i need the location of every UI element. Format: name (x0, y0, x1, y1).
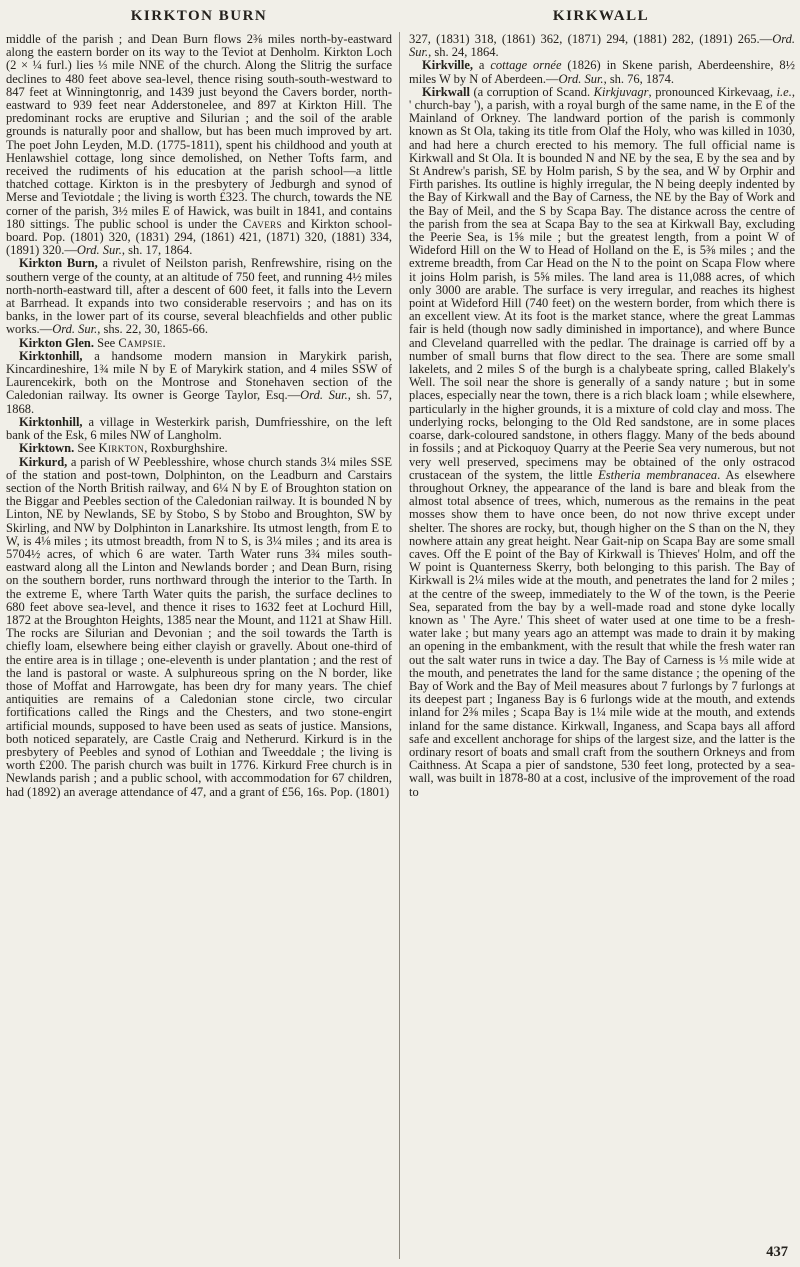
entry-paragraph (6, 257, 392, 336)
entry-paragraph (6, 416, 392, 442)
text-segment: Kirkton (98, 441, 145, 456)
text-segment: Estheria membranacea (598, 467, 718, 482)
text-segment: Kirktown. (19, 441, 75, 456)
entry-paragraph (6, 33, 392, 257)
text-segment: , shs. 22, 30, 1865-66. (97, 322, 209, 337)
text-segment: cottage ornée (490, 58, 562, 73)
page-number: 437 (766, 1244, 788, 1260)
text-segment: , ' church-bay '), a parish, with a royal burgh of the same name, in the E of the Mainland of Orkney. The landward portion of the parish is commonly known as St Ola, taking its title from Olaf the Holy, who was killed in 1030, and had here a church erected to his memory. The full official name is Kirkwall and St Ola. It is bounded N and NE by the sea, E by the sea and by St Andrew's parish, SE by Holm parish, S by the sea, and W by Orphir and Firth parishes. Its outline is highly irregular, the N being deeply indented by the Bay of Kirkwall and the Bay of Carness, the NE by the Bay of Work and the Bay of Meil, and the S by Scapa Bay. The distance across the centre of the parish from the sea at Scapa Bay to the sea at Kirkwall Bay, excluding the Peerie Sea, is 1⅝ mile ; but the greatest length, from a point W of Wideford Hill on the W to Head of Holland on the E, is 5⅜ miles ; and the extreme breadth, from Car Head on the N to the point on Scapa Flow where it joins Holm parish, is 5⅝ miles. The land area is 11,088 acres, of which only 3000 are arable. The surface is very irregular, and reaches its highest point at Wideford Hill (740 feet) on the western border, from which there is an excellent view. At its foot is the market stance, where the great Lammas fair is held (though now sadly diminished in importance), and where Bunce and Cleveland quarrelled with the pedlar. The drainage is carried off by a number of small burns that flow direct to the sea. There are some small lakelets, and 2 miles S of the burgh is a chalybeate spring, called Blakely's Well. The soil near the shore is generally of a sandy nature ; but in some places, especially near the town, there is a rich black loam ; while elsewhere, particularly in the higher grounds, it is a mixture of cold clay and moss. The underlying rocks, belonging to the Old Red sandstone, are in some places coarse, dark-coloured sandstone, in others flaggy. Many of the beds abound in fossils ; and at Pickoquoy Quarry at the Peerie Sea very numerous, but not very well preserved, specimens may be obtained of the only ostracod crustacean of the system, the little (409, 84, 795, 482)
text-segment: Kirkton Glen. (19, 335, 95, 350)
text-segment: , sh. 24, 1864. (428, 45, 499, 60)
text-segment: , sh. 17, 1864. (121, 243, 193, 258)
text-segment: (1826) in Skene parish, Aberdeenshire, 8½ miles W by N of Aberdeen.— (409, 58, 795, 86)
text-segment: Kirkurd, (19, 454, 68, 469)
text-segment: Ord. Sur. (300, 388, 348, 403)
text-segment: , sh. 76, 1874. (603, 71, 675, 86)
text-segment: , Roxburghshire. (144, 441, 228, 456)
text-segment: Kirktonhill, (19, 414, 83, 429)
text-segment: a handsome modern mansion in Marykirk parish, Kincardineshire, 1¾ mile N by E of Marykirk station, and 4 miles SSW of Laurencekirk, both on the Montrose and Stonehaven section of the Caledonian railway. Its owner is George Taylor, Esq.— (6, 348, 392, 403)
running-head-right: KIRKWALL (552, 8, 650, 24)
text-segment: Kirktonhill, (19, 348, 83, 363)
text-segment: i.e. (776, 84, 792, 99)
text-segment: Kirkville, (422, 58, 474, 73)
text-segment: Kirkton Burn, (19, 256, 98, 271)
text-segment: (a corruption of Scand. (469, 84, 594, 99)
text-segment: Ord. Sur. (76, 243, 122, 258)
text-segment: Campsie (118, 335, 163, 350)
text-segment: Ord. Sur. (409, 33, 795, 60)
entry-paragraph (409, 86, 795, 799)
text-segment: a rivulet of Neilston parish, Renfrewshire, rising on the southern verge of the county, at an altitude of 750 feet, and running 4½ miles north-north-eastward till, after a descent of 600 feet, it falls into the Levern at Barrhead. It expands into two considerable reservoirs ; and has on its banks, in the lower part of its course, several bleachfields and other public works.— (6, 256, 392, 337)
text-segment: Kirkjuvagr (593, 84, 649, 99)
text-segment: Cavers (242, 216, 282, 231)
text-segment: middle of the parish ; and Dean Burn flows 2⅜ miles north-by-eastward along the eastern border on its way to the Teviot at Denholm. Kirkton Loch (2 × ¼ furl.) lies ⅓ mile NNE of the church. Along the Slitrig the surface declines to 480 feet above sea-level, thence rising south-south-westward to 847 feet at Winningtonrig, and 1439 just beyond the Cavers border, north-eastward to 939 feet near Adderstonelee, and 897 at Kirkton Hill. The predominant rocks are eruptive and Silurian ; and the soil of the arable grounds is naturally poor and shallow, but has been much improved by art. The poet John Leyden, M.D. (1775-1811), spent his childhood and youth at Henlawshiel cottage, long since demolished, on Nether Tofts farm, and received the rudiments of his education at the parish school—a little thatched cottage. Kirkton is in the presbytery of Jedburgh and synod of Merse and Teviotdale ; the living is worth £323. The church, towards the NE corner of the parish, 3½ miles E of Hawick, was built in 1841, and contains 180 sittings. The public school is under the (6, 33, 392, 231)
left-column-text (6, 33, 392, 1259)
column-divider-rule (399, 32, 400, 1259)
text-segment: . As elsewhere throughout Orkney, the appearance of the land is bare and bleak from the almost total absence of trees, which, numerous as the remains in the peat mosses show them to have once been, do not now thrive except under shelter. The shores are rocky, but, though higher on the S than on the N, they nowhere attain any great height. Near Gait-nip on Scapa Bay are some small caves. Off the E point of the Bay of Kirkwall is Thieves' Holm, and off the W point is Quanterness Skerry, both belonging to this parish. The Bay of Kirkwall is 2¼ miles wide at the mouth, and penetrates the land for 2 miles ; at the centre of the sweep, immediately to the W of the town, is the Peerie Sea, separated from the bay by a well-made road and stone dyke locally known as ' The Ayre.' This sheet of water used at one time to be a fresh-water lake ; but many years ago an attempt was made to drain it by making an opening in the embankment, with the result that while the fresh water ran out the salt water runs in twice a day. The Bay of Carness is ⅓ mile wide at the mouth, and penetrates the land for the same distance ; the opening of the Bay of Work and the Bay of Meil measures about 7 furlongs by 7 furlongs at its deepest part ; Inganess Bay is 6 furlongs wide at the mouth, and extends inland for 2⅜ miles ; Scapa Bay is 1¼ mile wide at the mouth, and extends inland for the same distance. Kirkwall, Inganess, and Scapa bays all afford safe and excellent anchorage for ships of the largest size, and the latter is the ordinary resort of boats and small craft from the southern Orkneys and from Caithness. At Scapa a pier of sandstone, 530 feet long, protected by a sea-wall, was built in 1878-80 at a cost, inclusive of the improvement of the road to (409, 467, 795, 799)
text-segment: See (94, 335, 119, 350)
text-segment: Ord. Sur. (558, 71, 604, 86)
text-segment: Ord. Sur. (52, 322, 98, 337)
entry-paragraph (6, 456, 392, 799)
text-segment: a village in Westerkirk parish, Dumfriesshire, on the left bank of the Esk, 6 miles NW of Langholm. (6, 414, 392, 443)
text-segment: 327, (1831) 318, (1861) 362, (1871) 294, (1881) 282, (1891) 265.— (409, 33, 773, 46)
entry-paragraph (409, 33, 795, 59)
right-column-text (409, 33, 795, 1239)
entry-paragraph (6, 350, 392, 416)
running-head-left: KIRKTON BURN (130, 8, 268, 24)
text-segment: and Kirkton school-board. Pop. (1801) 320, (1831) 294, (1861) 421, (1871) 320, (1881) 334, (1891) 320.— (6, 216, 392, 258)
text-segment: a (473, 58, 491, 73)
text-segment: . (162, 335, 166, 350)
text-segment: See (74, 441, 99, 456)
text-segment: a parish of W Peeblesshire, whose church stands 3¼ miles SSE of the station and post-town, Dolphinton, on the Leadburn and Carstairs section of the North British railway, and 6¼ N by E of Broughton station on the Biggar and Peebles section of the Caledonian railway. It is bounded N by Linton, NE by Newlands, SE by Stobo, S by Stobo and Broughton, SW by Skirling, and NW by Dolphinton in Lanarkshire. Its utmost length, from E to W, is 4⅛ miles ; its utmost breadth, from N to S, is 3¼ miles ; and its area is 5704½ acres, of which 6 are water. Tarth Water runs 3¾ miles south-eastward along all the Linton and Newlands border ; and Dean Burn, rising on the southern border, runs northward through the interior to the Tarth. In the extreme E, where Tarth Water quits the parish, the surface declines to 680 feet above sea-level, and thence it rises to 1632 feet at Lochurd Hill, 1872 at the Broughton Heights, 1385 near the Mount, and 1121 at Shaw Hill. The rocks are Silurian and Devonian ; and the soil towards the Tarth is chiefly loam, elsewhere being either clayish or gravelly. About one-third of the entire area is in tillage ; one-eleventh is under plantation ; and the rest of the land is pastoral or waste. A sulphureous spring on the N border, like those of Moffat and Harrowgate, has been dry for many years. The chief antiquities are remains of a Caledonian stone circle, two circular fortifications called the Rings and the Chesters, and two stone-engirt artificial mounds, supposed to have been used as seats of justice. Mansions, both noticed separately, are Castle Craig and Netherurd. Kirkurd is in the presbytery of Peebles and synod of Lothian and Tweeddale ; the living is worth £200. The parish church was built in 1776. Kirkurd Free church is in Newlands parish ; and a public school, with accommodation for 67 children, had (1892) an average attendance of 47, and a grant of £56, 16s. Pop. (1801) (6, 454, 392, 799)
text-segment: Kirkwall (422, 84, 470, 99)
entry-paragraph (409, 59, 795, 85)
text-segment: , sh. 57, 1868. (6, 388, 392, 416)
text-segment: , pronounced Kirkevaag, (648, 84, 777, 99)
